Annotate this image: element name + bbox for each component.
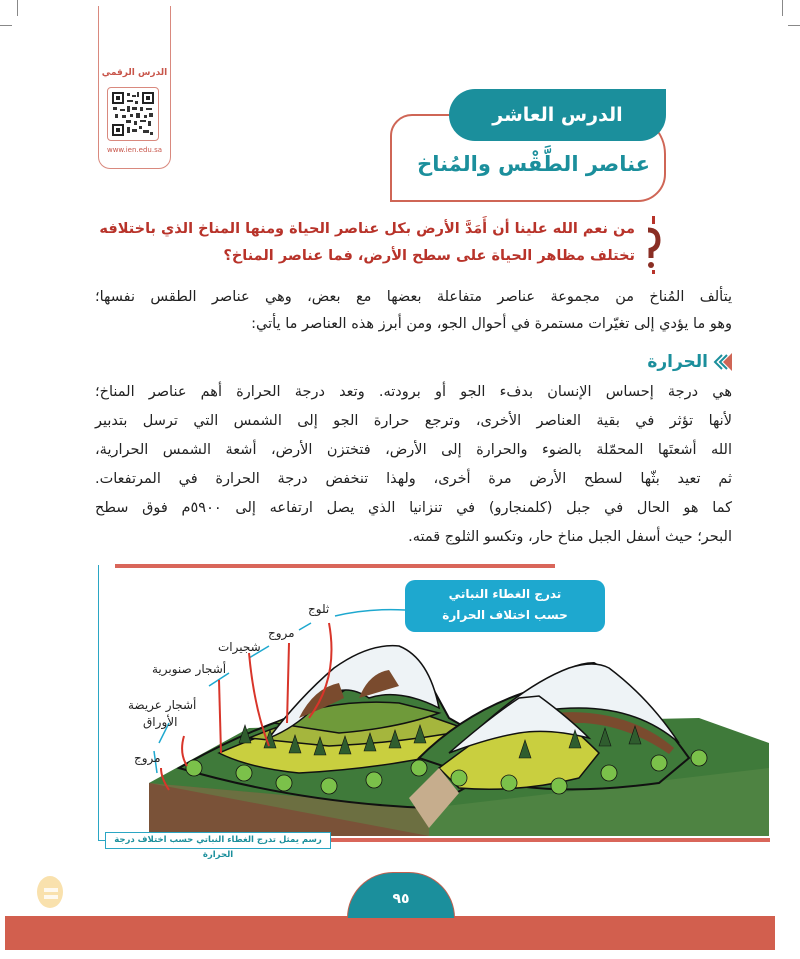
- crop-mark: [788, 25, 800, 26]
- info-box-line: حسب اختلاف الحرارة: [442, 608, 568, 622]
- lesson-number: الدرس العاشر: [449, 89, 666, 141]
- intro-question-line: تختلف مظاهر الحياة على سطح الأرض، فما عناصر المناخ؟: [223, 248, 635, 264]
- label-coniferous: أشجار صنوبرية: [152, 662, 227, 676]
- chevron-left-icon: [712, 353, 732, 371]
- label-shrubs: شجيرات: [218, 640, 261, 654]
- question-mark-icon: [644, 216, 662, 274]
- section-heading: [647, 352, 732, 372]
- vegetation-info-box: [405, 580, 605, 632]
- qr-code-icon: [112, 92, 154, 136]
- body-line: ثم تعيد بثّها لسطح الأرض مرة أخرى، ولهذا تنخفض درجة الحرارة في المرتفعات.: [95, 471, 732, 487]
- label-snow: ثلوج: [308, 602, 330, 616]
- qr-code[interactable]: [107, 87, 159, 141]
- body-line: الله أشعتَها المحمّلة بالضوء والحرارة إلى الأرض، فتختزن الأرض، أشعة الشمس الحرارية،: [95, 442, 732, 458]
- crop-mark: [0, 25, 12, 26]
- lesson-title: عناصر الطَّقْس والمُناخ: [417, 152, 650, 176]
- body-line: البحر؛ حيث أسفل الجبل مناخ حار، وتكسو الثلوج قمته.: [408, 529, 732, 545]
- body-line: هي درجة إحساس الإنسان بدفء الجو أو برودته. وتعد درجة الحرارة أهم عناصر المناخ؛: [95, 384, 732, 400]
- page-number: ٩٥: [347, 872, 455, 918]
- label-broadleaf-2: الأوراق: [143, 715, 178, 729]
- label-meadows-low: مروج: [134, 751, 161, 765]
- intro-question-line: من نعم الله علينا أن أَمَدَّ الأرض بكل عناصر الحياة ومنها المناخ الذي باختلافه: [99, 221, 635, 237]
- crop-mark: [782, 0, 783, 16]
- body-line: كما هو الحال في جبل (كلمنجارو) في تنزانيا الذي يصل ارتفاعه إلى ٥٩٠٠م فوق سطح: [95, 500, 732, 516]
- digital-lesson-label: الدرس الرقمي: [101, 68, 168, 78]
- figure-caption: رسم يمثل تدرج الغطاء النباتي حسب اختلاف درجة الحرارة: [105, 832, 331, 849]
- figure-bottom-bar: [330, 838, 770, 842]
- label-broadleaf: أشجار عريضة: [128, 698, 197, 712]
- crop-mark: [17, 0, 18, 16]
- footer-band: [5, 916, 775, 950]
- intro-paragraph-line: يتألف المُناخ من مجموعة عناصر متفاعلة بعضها مع بعض، وهي عناصر الطقس نفسها؛: [95, 289, 732, 305]
- info-box-line: تدرج الغطاء النباتي: [448, 587, 562, 601]
- label-meadows-high: مروج: [268, 626, 295, 640]
- intro-paragraph-line: وهو ما يؤدي إلى تغيّرات مستمرة في أحوال الجو، ومن أبرز هذه العناصر ما يأتي:: [251, 316, 732, 332]
- body-line: لأنها تؤثر في بقية العناصر الأخرى، وترجع حرارة الجو إلى الشمس التي ترسل بتدبير: [95, 413, 732, 429]
- section-heading-text: الحرارة: [647, 352, 708, 372]
- digital-lesson-url[interactable]: www.ien.edu.sa: [106, 146, 163, 154]
- logo-icon: [30, 868, 70, 910]
